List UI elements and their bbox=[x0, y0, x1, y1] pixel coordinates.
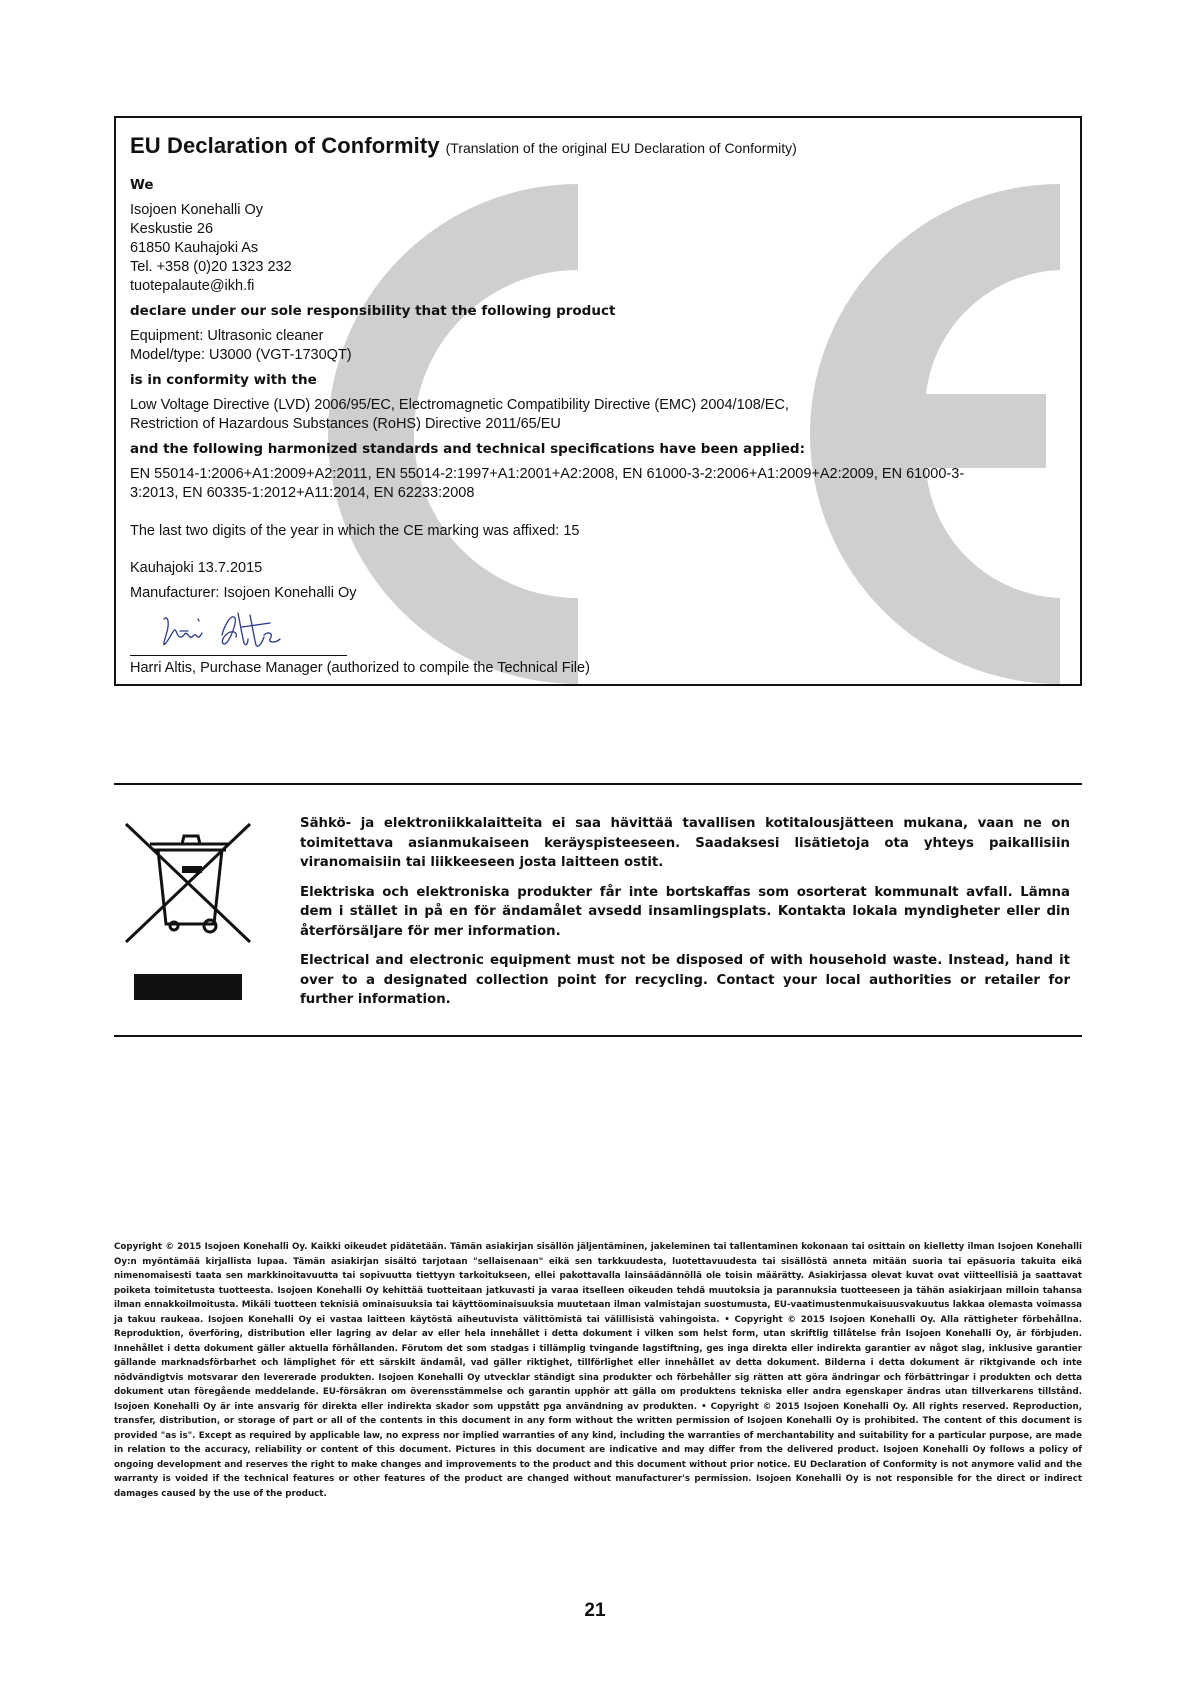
title-text: EU Declaration of Conformity bbox=[130, 133, 440, 158]
company-name: Isojoen Konehalli Oy bbox=[130, 202, 263, 218]
directives-line-1: Low Voltage Directive (LVD) 2006/95/EC, Electromagnetic Compatibility Directive (EMC) 2004/108/EC, bbox=[130, 397, 789, 413]
weee-swedish: Elektriska och elektroniska produkter får inte bortskaffas som osorterat kommunalt avfall. Lämna dem i stället in på en för ändamålet avsedd insamlingsplats. Kontakta lokala myndigheter eller din återförsäljare för mer information. bbox=[300, 884, 1070, 939]
signature-area bbox=[130, 607, 1066, 655]
weee-bottom-rule bbox=[114, 1035, 1082, 1037]
standards-line-2: 3:2013, EN 60335-1:2012+A11:2014, EN 62233:2008 bbox=[130, 485, 475, 501]
street-address: Keskustie 26 bbox=[130, 221, 214, 237]
subtitle-text: (Translation of the original EU Declaration of Conformity) bbox=[445, 140, 797, 156]
weee-top-rule bbox=[114, 783, 1082, 785]
signature-line bbox=[130, 655, 347, 656]
city-address: 61850 Kauhajoki As bbox=[130, 240, 259, 256]
place-date: Kauhajoki 13.7.2015 bbox=[130, 560, 263, 576]
signature-icon bbox=[158, 609, 288, 653]
weee-crossed-bin-icon bbox=[122, 820, 258, 1010]
standards-line-1: EN 55014-1:2006+A1:2009+A2:2011, EN 55014-2:1997+A1:2001+A2:2008, EN 61000-3-2:2006+A1:2009+A2:2009, EN 61000-3- bbox=[130, 466, 965, 482]
copyright-notice: Copyright © 2015 Isojoen Konehalli Oy. Kaikki oikeudet pidätetään. Tämän asiakirjan sisällön jäljentäminen, jakeleminen tai tallentaminen kokonaan tai osittain on kielletty ilman Isojoen Konehalli Oy:n myöntämää kirjallista lupaa. Tämän asiakirjan sisältö tarjotaan "sellaisenaan" eikä sen tarkkuudesta, luotettavuudesta tai sisällöstä anneta mitään suoria tai epäsuoria takuita eikä nimenomaisesti taata sen markkinoitavuutta tai sopivuutta tiettyyn tarkoitukseen, ellei pakottavalla lainsäädännöllä ole toisin määrätty. Asiakirjassa olevat kuvat ovat viitteellisiä ja saattavat poiketa toimitetusta tuotteesta. Isojoen Konehalli Oy kehittää tuotteitaan jatkuvasti ja varaa itselleen oikeuden tehdä muutoksia ja parannuksia tuotteeseen ja tähän asiakirjaan milloin tahansa ilman ennakkoilmoitusta. Mikäli tuotteen teknisiä ominaisuuksia tai käyttöominaisuuksia muutetaan ilman valmistajan suostumusta, EU-vaatimustenmukaisuusvakuutus lakkaa olemasta voimassa ja takuu raukeaa. Isojoen Konehalli Oy ei vastaa laitteen käytöstä aiheutuvista välittömistä tai välillisistä vahingoista. • Copyright © 2015 Isojoen Konehalli Oy. Alla rättigheter förbehållna. Reproduktion, överföring, distribution eller lagring av delar av eller hela innehållet i detta dokument i vilken som helst form, utan skriftlig tillåtelse från Isojoen Konehalli Oy, är förbjuden. Innehållet i detta dokument gäller aktuella förhållanden. Förutom det som stadgas i tillämplig tvingande lagstiftning, ges inga direkta eller indirekta garantier av något slag, inklusive garantier gällande marknadsförbarhet och lämplighet för ett särskilt ändamål, vad gäller riktighet, tillförlighet eller innehållet av detta dokument. Bilderna i detta dokument är riktgivande och inte nödvändigtvis motsvarar den levererade produkten. Isojoen Konehalli Oy utvecklar ständigt sina produkter och förbehåller sig rätten att göra ändringar och förbättringar i produkten och detta dokument utan föregående meddelande. EU-försäkran om överensstämmelse och garantin upphör att gälla om produktens tekniska eller andra egenskaper ändras utan tillverkarens tillstånd. Isojoen Konehalli Oy är inte ansvarig för direkta eller indirekta skador som uppstått pga användning av produkten. • Copyright © 2015 Isojoen Konehalli Oy. All rights reserved. Reproduction, transfer, distribution, or storage of part or all of the contents in this document in any form without the written permission of Isojoen Konehalli Oy is prohibited. The content of this document is provided "as is". Except as required by applicable law, no express nor implied warranties of any kind, including the warranties of merchantability and suitability for a particular purpose, are made in relation to the accuracy, reliability or content of this document. Pictures in this document are indicative and may differ from the delivered product. Isojoen Konehalli Oy follows a policy of ongoing development and reserves the right to make changes and improvements to the product and this document without prior notice. EU Declaration of Conformity is not anymore valid and the warranty is voided if the technical features or other features of the product are changed without manufacturer's permission. Isojoen Konehalli Oy is not responsible for the direct or indirect damages caused by the use of the product. bbox=[114, 1242, 1082, 1499]
email-address: tuotepalaute@ikh.fi bbox=[130, 278, 255, 294]
manufacturer-line: Manufacturer: Isojoen Konehalli Oy bbox=[130, 585, 357, 601]
standards-heading: and the following harmonized standards and technical specifications have been applied: bbox=[130, 441, 805, 457]
declaration-title bbox=[130, 132, 1066, 162]
equipment-line: Equipment: Ultrasonic cleaner bbox=[130, 328, 324, 344]
weee-notice bbox=[300, 814, 1070, 1020]
declaration-content bbox=[130, 132, 1066, 678]
we-heading: We bbox=[130, 177, 154, 193]
page-number: 21 bbox=[584, 1600, 606, 1621]
signatory-name: Harri Altis, Purchase Manager (authorized to compile the Technical File) bbox=[130, 660, 590, 676]
model-line: Model/type: U3000 (VGT-1730QT) bbox=[130, 347, 352, 363]
declare-heading: declare under our sole responsibility that the following product bbox=[130, 303, 616, 319]
conformity-heading: is in conformity with the bbox=[130, 372, 317, 388]
weee-finnish: Sähkö- ja elektroniikkalaitteita ei saa hävittää tavallisen kotitalousjätteen mukana, vaan ne on toimitettava asianmukaiseen keräyspisteeseen. Saadaksesi lisätietoja ota yhteys paikallisiin viranomaisiin tai liikkeeseen josta laitteen ostit. bbox=[300, 816, 1070, 870]
ce-year-line: The last two digits of the year in which the CE marking was affixed: 15 bbox=[130, 523, 580, 539]
directives-line-2: Restriction of Hazardous Substances (RoHS) Directive 2011/65/EU bbox=[130, 416, 561, 432]
phone-number: Tel. +358 (0)20 1323 232 bbox=[130, 259, 292, 275]
weee-english: Electrical and electronic equipment must not be disposed of with household waste. Instead, hand it over to a designated collection point for recycling. Contact your local authorities or retailer for further information. bbox=[300, 953, 1070, 1007]
declaration-box bbox=[114, 116, 1082, 686]
